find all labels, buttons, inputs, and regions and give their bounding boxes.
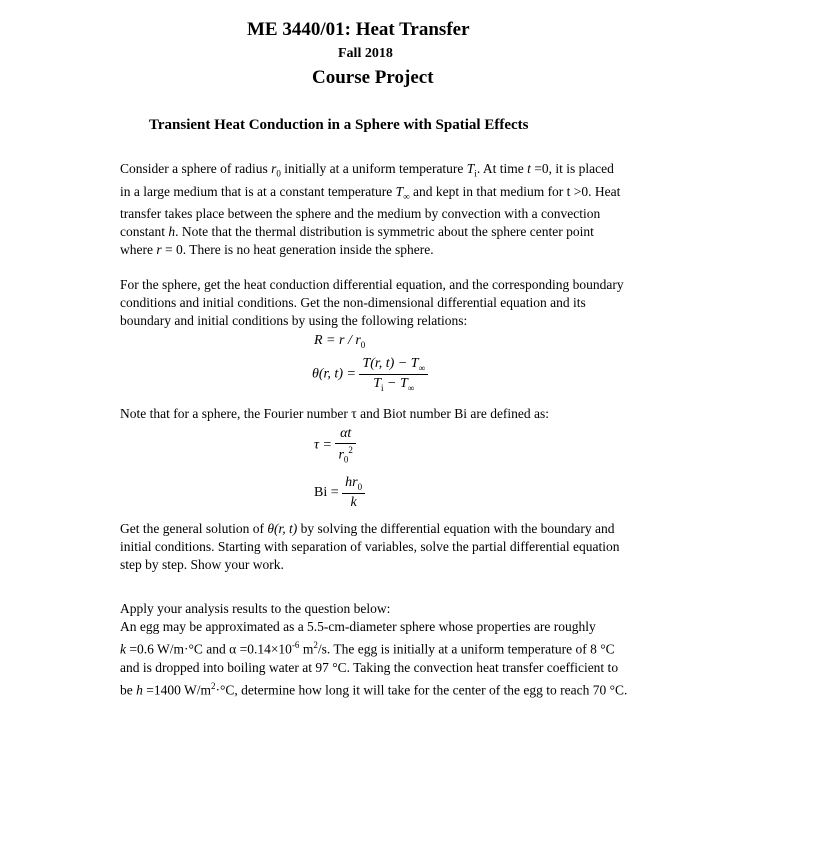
note-text: Note that for a sphere, the Fourier number τ and Biot number Bi are defined as: <box>120 406 550 421</box>
text-line: in a large medium that is at a constant temperature $T_\infty$ and kept in that medium for t >0. Heat <box>120 183 621 202</box>
biot-fraction: $\frac{hr_0}{k}$ <box>342 475 365 511</box>
text-line: k =0.6 W/m·°C and $\alpha =0.14\times 10^{-6}$ $m^2/s$. The egg is initially at a uniform temperature of 8 °C <box>120 640 615 657</box>
text-line: constant h. Note that the thermal distribution is symmetric about the sphere center point <box>120 224 594 240</box>
equation-biot: Bi = $\frac{hr_0}{k}$ <box>314 475 365 511</box>
fourier-fraction: $\frac{\alpha t}{r_0^2}$ <box>335 426 355 464</box>
text-line: Get the general solution of θ(r, t) by solving the differential equation with the boundary and <box>120 521 615 536</box>
text-line: conditions and initial conditions. Get the non-dimensional differential equation and its <box>120 295 586 310</box>
equation-radius: $R = r / r_0$ <box>314 333 366 350</box>
text-line: be h =1400 $W/m^2\cdot^\circ C$, determine how long it will take for the center of the egg to reach 70 °C. <box>120 680 628 697</box>
project-title: Course Project <box>312 67 434 88</box>
equation-theta: θ(r, t) = $\frac{T(r, t) - T_\infty}{T_i - T_\infty}$ <box>312 356 428 393</box>
term-label: Fall 2018 <box>338 46 393 61</box>
problem-statement <box>120 160 760 259</box>
text-line: step by step. Show your work. <box>120 557 284 572</box>
text-line: initial conditions. Starting with separation of variables, solve the partial differential equation <box>120 539 620 554</box>
text-line: Consider a sphere of radius $r_0$ initially at a uniform temperature $T_i$. At time t =0, it is placed <box>120 161 614 179</box>
instructions-paragraph <box>120 276 760 330</box>
text-line: For the sphere, get the heat conduction differential equation, and the corresponding boundary <box>120 277 624 292</box>
equation-fourier: τ = $\frac{\alpha t}{r_0^2}$ <box>314 426 356 464</box>
text-line: transfer takes place between the sphere and the medium by convection with a convection <box>120 206 601 222</box>
text-line: and is dropped into boiling water at 97 °C. Taking the convection heat transfer coefficient to <box>120 659 619 675</box>
solution-paragraph <box>120 520 760 574</box>
application-paragraph <box>120 600 760 699</box>
text-line: where r = 0. There is no heat generation inside the sphere. <box>120 242 434 258</box>
text-line: Apply your analysis results to the question below: <box>120 601 391 616</box>
text-line: An egg may be approximated as a 5.5-cm-diameter sphere whose properties are roughly <box>120 619 596 634</box>
text-line: boundary and initial conditions by using the following relations: <box>120 313 468 328</box>
theta-fraction: $\frac{T(r, t) - T_\infty}{T_i - T_\infty}$ <box>359 356 428 393</box>
course-title: ME 3440/01: Heat Transfer <box>247 19 470 40</box>
project-subtitle: Transient Heat Conduction in a Sphere with Spatial Effects <box>149 117 529 133</box>
